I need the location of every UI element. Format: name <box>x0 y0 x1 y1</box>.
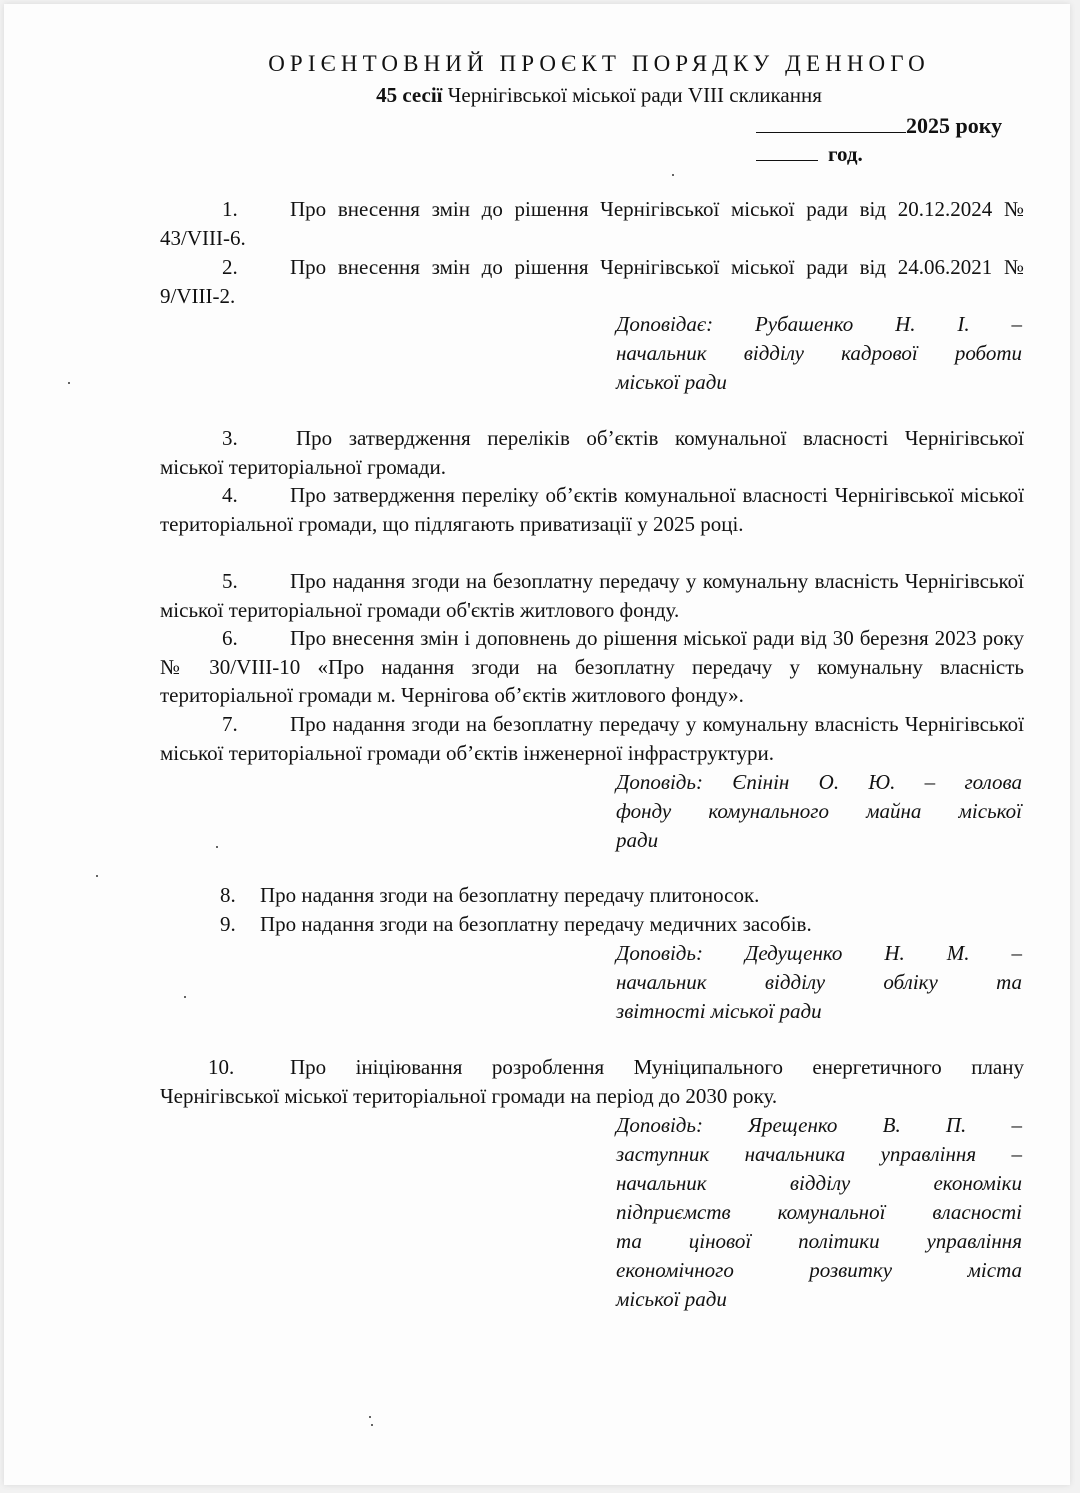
scan-speck <box>216 846 218 848</box>
item-text: Про надання згоди на безоплатну передачу медичних засобів. <box>260 912 812 936</box>
scan-speck <box>371 1424 373 1426</box>
speaker-line: міської ради <box>616 370 727 394</box>
scan-speck <box>184 996 186 998</box>
item-number: 3. <box>222 426 238 450</box>
date-suffix: 2025 року <box>906 113 1003 138</box>
item-text: Про надання згоди на безоплатну передачу плитоносок. <box>260 883 760 907</box>
time-blank <box>756 142 818 161</box>
item-text: Про ініціювання розроблення Муніципального енергетичного плану Чернігівської міської територіальної громади на період до 2030 року. <box>160 1055 1024 1108</box>
item-text: Про надання згоди на безоплатну передачу у комунальну власність Чернігівської міської територіальної громади об'єктів житлового фонду. <box>160 569 1024 622</box>
speaker-line: начальник відділу кадрової роботи <box>616 341 1022 365</box>
agenda-item <box>160 481 1024 538</box>
time-suffix: год. <box>828 142 863 166</box>
agenda-item <box>160 910 1024 939</box>
speaker-line: Доповідь: Ярещенко В. П. – <box>616 1113 1022 1137</box>
speaker-block <box>616 939 1022 1026</box>
speaker-block <box>616 310 1022 397</box>
item-number: 2. <box>222 255 238 279</box>
time-line <box>756 142 863 167</box>
agenda-item <box>160 567 1024 624</box>
item-number: 9. <box>220 912 236 936</box>
agenda-item <box>160 710 1024 767</box>
item-number: 7. <box>222 712 238 736</box>
scan-speck <box>68 382 70 384</box>
council-name: Чернігівської міської ради VIII скликання <box>442 83 822 107</box>
item-number: 1. <box>222 197 238 221</box>
scan-speck <box>672 174 674 176</box>
item-number: 10. <box>208 1055 235 1079</box>
agenda-item <box>160 1053 1024 1110</box>
document-page <box>4 4 1070 1485</box>
speaker-line: заступник начальника управління – <box>616 1142 1022 1166</box>
speaker-line: міської ради <box>616 1287 727 1311</box>
speaker-line: економічного розвитку міста <box>616 1258 1022 1282</box>
agenda-item <box>160 195 1024 252</box>
speaker-line: звітності міської ради <box>616 999 822 1023</box>
speaker-line: Доповідь: Єпінін О. Ю. – голова <box>616 770 1022 794</box>
item-text: Про внесення змін до рішення Чернігівської міської ради від 24.06.2021 № 9/VIII-2. <box>160 255 1024 308</box>
session-subtitle <box>4 83 1070 108</box>
agenda-item <box>160 253 1024 310</box>
date-line <box>756 112 1002 139</box>
scan-speck <box>369 1416 371 1418</box>
agenda-item <box>160 881 1024 910</box>
item-text: Про внесення змін до рішення Чернігівської міської ради від 20.12.2024 № 43/VIII-6. <box>160 197 1024 250</box>
speaker-line: та цінової політики управління <box>616 1229 1022 1253</box>
speaker-line: начальник відділу економіки <box>616 1171 1022 1195</box>
document-title: ОРІЄНТОВНИЙ ПРОЄКТ ПОРЯДКУ ДЕННОГО <box>268 51 930 76</box>
speaker-line: ради <box>616 828 659 852</box>
speaker-line: фонду комунального майна міської <box>616 799 1022 823</box>
item-text: Про затвердження переліку об’єктів комунальної власності Чернігівської міської територіальної громади, що підлягають приватизації у 2025 році. <box>160 483 1024 536</box>
speaker-line: начальник відділу обліку та <box>616 970 1022 994</box>
agenda-item <box>160 424 1024 481</box>
item-number: 4. <box>222 483 238 507</box>
scan-speck <box>96 875 98 877</box>
date-blank <box>756 112 906 133</box>
session-number: 45 сесії <box>376 83 443 107</box>
item-number: 5. <box>222 569 238 593</box>
item-number: 8. <box>220 883 236 907</box>
item-text: Про затвердження переліків об’єктів комунальної власності Чернігівської міської територіальної громади. <box>160 426 1024 479</box>
speaker-block <box>616 768 1022 855</box>
item-text: Про надання згоди на безоплатну передачу у комунальну власність Чернігівської міської територіальної громади об’єктів інженерної інфраструктури. <box>160 712 1024 765</box>
item-number: 6. <box>222 626 238 650</box>
speaker-line: Доповідає: Рубашенко Н. І. – <box>616 312 1022 336</box>
speaker-line: Доповідь: Дедущенко Н. М. – <box>616 941 1022 965</box>
speaker-line: підприємств комунальної власності <box>616 1200 1022 1224</box>
item-text: Про внесення змін і доповнень до рішення міської ради від 30 березня 2023 року № 30/VIII-10 «Про надання згоди на безоплатну передачу у комунальну власність територіальної громади м. Чернігова об’єктів житлового фонду». <box>160 626 1024 707</box>
agenda-item <box>160 624 1024 710</box>
speaker-block <box>616 1111 1022 1314</box>
